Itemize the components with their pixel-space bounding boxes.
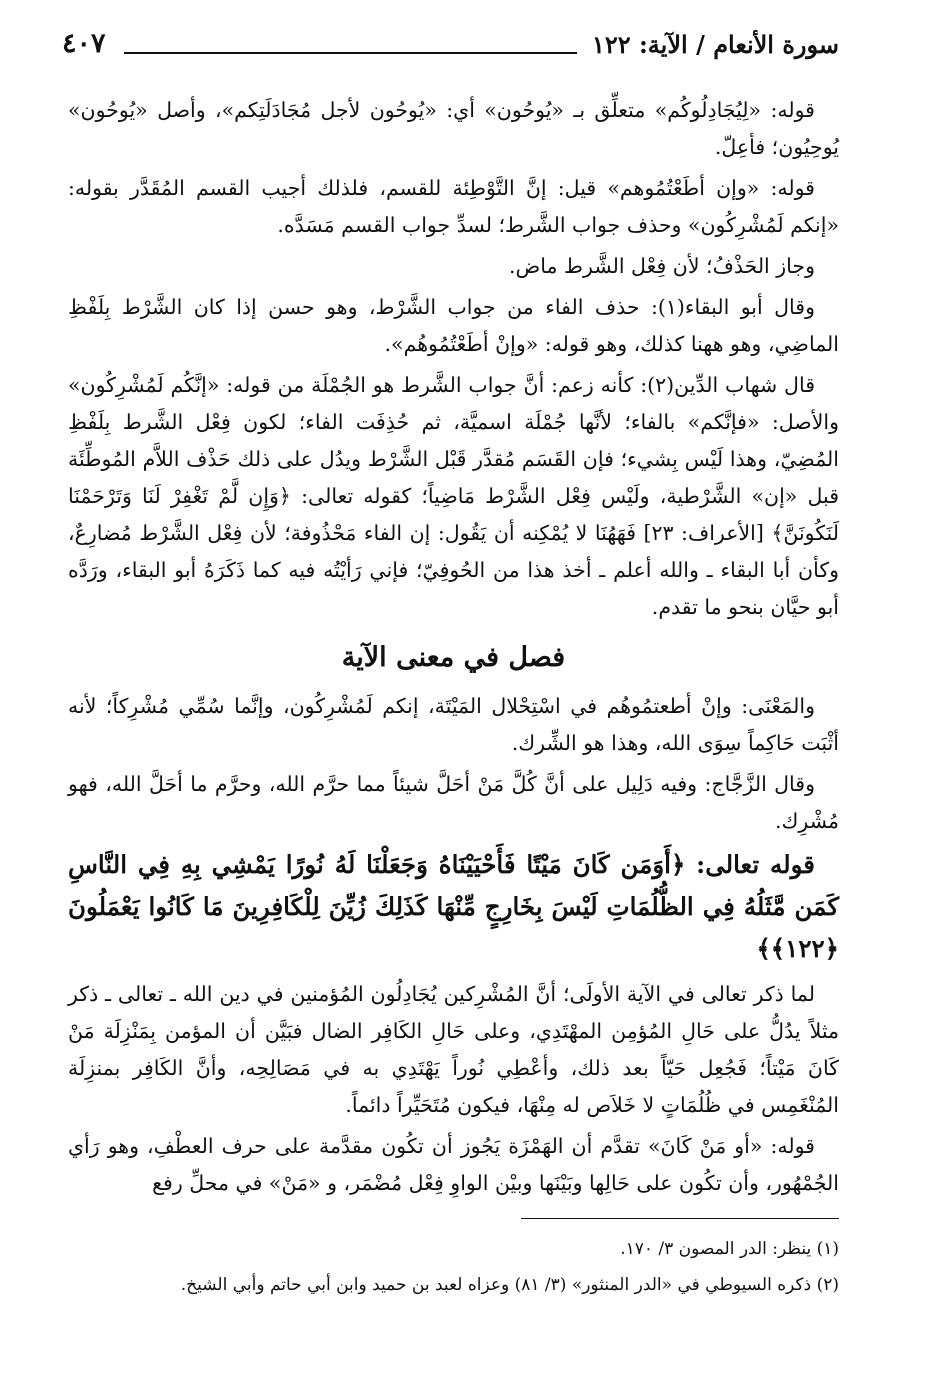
paragraph: قوله: «لِيُجَادِلُوكُم» متعلِّق بـ «يُوحُون» أي: «يُوحُون لأجل مُجَادَلَتِكم»، وأصل «يُوحُون» يُوحِيُون؛ فأعِلّ. (68, 98, 839, 159)
paragraph: وقال الزَّجَّاج: وفيه دَلِيل على أنَّ كُلَّ مَنْ أحَلَّ شيئاً مما حرَّم الله، وحرَّم ما أحَلَّ الله، فهو مُشْرِك. (68, 772, 839, 833)
paragraph: قوله: «وإن أطَعْتُمُوهم» قيل: إنَّ التَّوْطِئة للقسم، فلذلك أجيب القسم المُقَدَّر بقوله: «إنكم لَمُشْرِكُون» وحذف جواب الشَّرط؛ لسدِّ جواب القسم مَسَدَّه. (68, 176, 839, 237)
surah-title: سورة الأنعام / الآية: ١٢٢ (591, 30, 839, 59)
section-heading: فصل في معنى الآية (341, 642, 566, 673)
paragraph: وقال أبو البقاء(١): حذف الفاء من جواب الشَّرْط، وهو حسن إذا كان الشَّرْط بِلَفْظِ الماضِي، وهو ههنا كذلك، وهو قوله: «وإنْ أطَعْتُمُوهُم». (68, 295, 839, 356)
running-header (62, 26, 839, 64)
footnote-rule (521, 1218, 839, 1219)
main-text (68, 92, 839, 1206)
footnote: (١) ينظر: الدر المصون ٣/ ١٧٠. (620, 1239, 839, 1259)
paragraph: وجاز الحَذْفُ؛ لأن فِعْل الشَّرط ماض. (509, 254, 815, 278)
quran-verse: قوله تعالى: ﴿أَوَمَن كَانَ مَيْتًا فَأَحْيَيْنَاهُ وَجَعَلْنَا لَهُ نُورًا يَمْشِي بِهِ فِي النَّاسِ كَمَن مَّثَلُهُ فِي الظُّلُمَاتِ لَيْسَ بِخَارِجٍ مِّنْهَا كَذَلِكَ زُيِّنَ لِلْكَافِرِينَ مَا كَانُوا يَعْمَلُونَ ﴿١٢٢﴾﴾ (68, 850, 839, 963)
header-rule (124, 52, 577, 54)
page-number: ٤٠٧ (62, 28, 106, 59)
paragraph: قال شهاب الدِّين(٢): كأنه زعم: أنَّ جواب الشَّرط هو الجُمْلَة من قوله: «إنَّكُم لَمُشْرِكُون» والأصل: «فإنَّكم» بالفاء؛ لأنَّها جُمْلَة اسميَّة، ثم حُذِفَت الفاء؛ لكون فِعْل الشَّرط بِلَفْظِ المُضِيّ، وهذا لَيْس بِشيء؛ فإن القَسَم مُقدَّر قَبْل الشَّرْط ويدُل على ذلك حَذْف اللاَّم المُوطِّئَة قبل «إن» الشَّرْطية، ولَيْس فِعْل الشَّرْط مَاضِياً؛ كقوله تعالى: ﴿وَإِن لَّمْ تَغْفِرْ لَنَا وَتَرْحَمْنَا لَنَكُونَنَّ﴾ [الأعراف: ٢٣] فَهَهُنَا لا يُمْكِنه أن يَقُول: إن الفاء مَحْذُوفة؛ لأن فِعْل الشَّرْط مُضارِعٌ، وكأن أبا البقاء ـ والله أعلم ـ أخذ هذا من الحُوفِيّ؛ فإني رَأيْتُه فيه كما ذَكَرَهُ أبو البقاء، ورَدَّه أبو حيَّان بنحو ما تقدم. (68, 373, 839, 619)
footnote: (٢) ذكره السيوطي في «الدر المنثور» (٣/ ٨١) وعزاه لعبد بن حميد وابن أبي حاتم وأبي الشيخ. (180, 1275, 839, 1295)
paragraph: والمَعْنَى: وإنْ أطعتمُوهُم في اسْتِحْلال المَيْتَة، إنكم لَمُشْرِكُون، وإنَّما سُمِّي مُشْرِكاً؛ لأنه أثْبَت حَاكِماً سِوَى الله، وهذا هو الشِّرك. (68, 694, 839, 755)
paragraph: لما ذكر تعالى في الآية الأولَى؛ أنَّ المُشْرِكين يُجَادِلُون المُؤمنين في دين الله ـ تعالى ـ ذكر مثلاً يدُلُّ على حَالِ المُؤمِن المهْتَدِي، وعلى حَالِ الكَافِر الضال فبَيَّن أن المؤمن بِمَنْزِلَة مَنْ كَانَ مَيْتاً؛ فَجُعِل حَيّاً بعد ذلك، وأعْطِي نُوراً يَهْتَدِي به في مَصَالِحِه، وأنَّ الكَافِر بمنزِلَة المُنْغَمِس في ظُلُمَاتٍ لا خَلاَص له مِنْهَا، فيكون مُتَحَيِّراً دائماً. (68, 982, 839, 1117)
paragraph: قوله: «أو مَنْ كَانَ» تقدَّم أن الهَمْزَة يَجُوز أن تكُون مقدَّمة على حرف العطْفِ، وهو رَأي الجُمْهُور، وأن تكُون على حَالِها وبَيْنَها وبيْن الواوِ فِعْل مُضْمَر، و «مَنْ» في محلِّ رفع (68, 1134, 839, 1195)
